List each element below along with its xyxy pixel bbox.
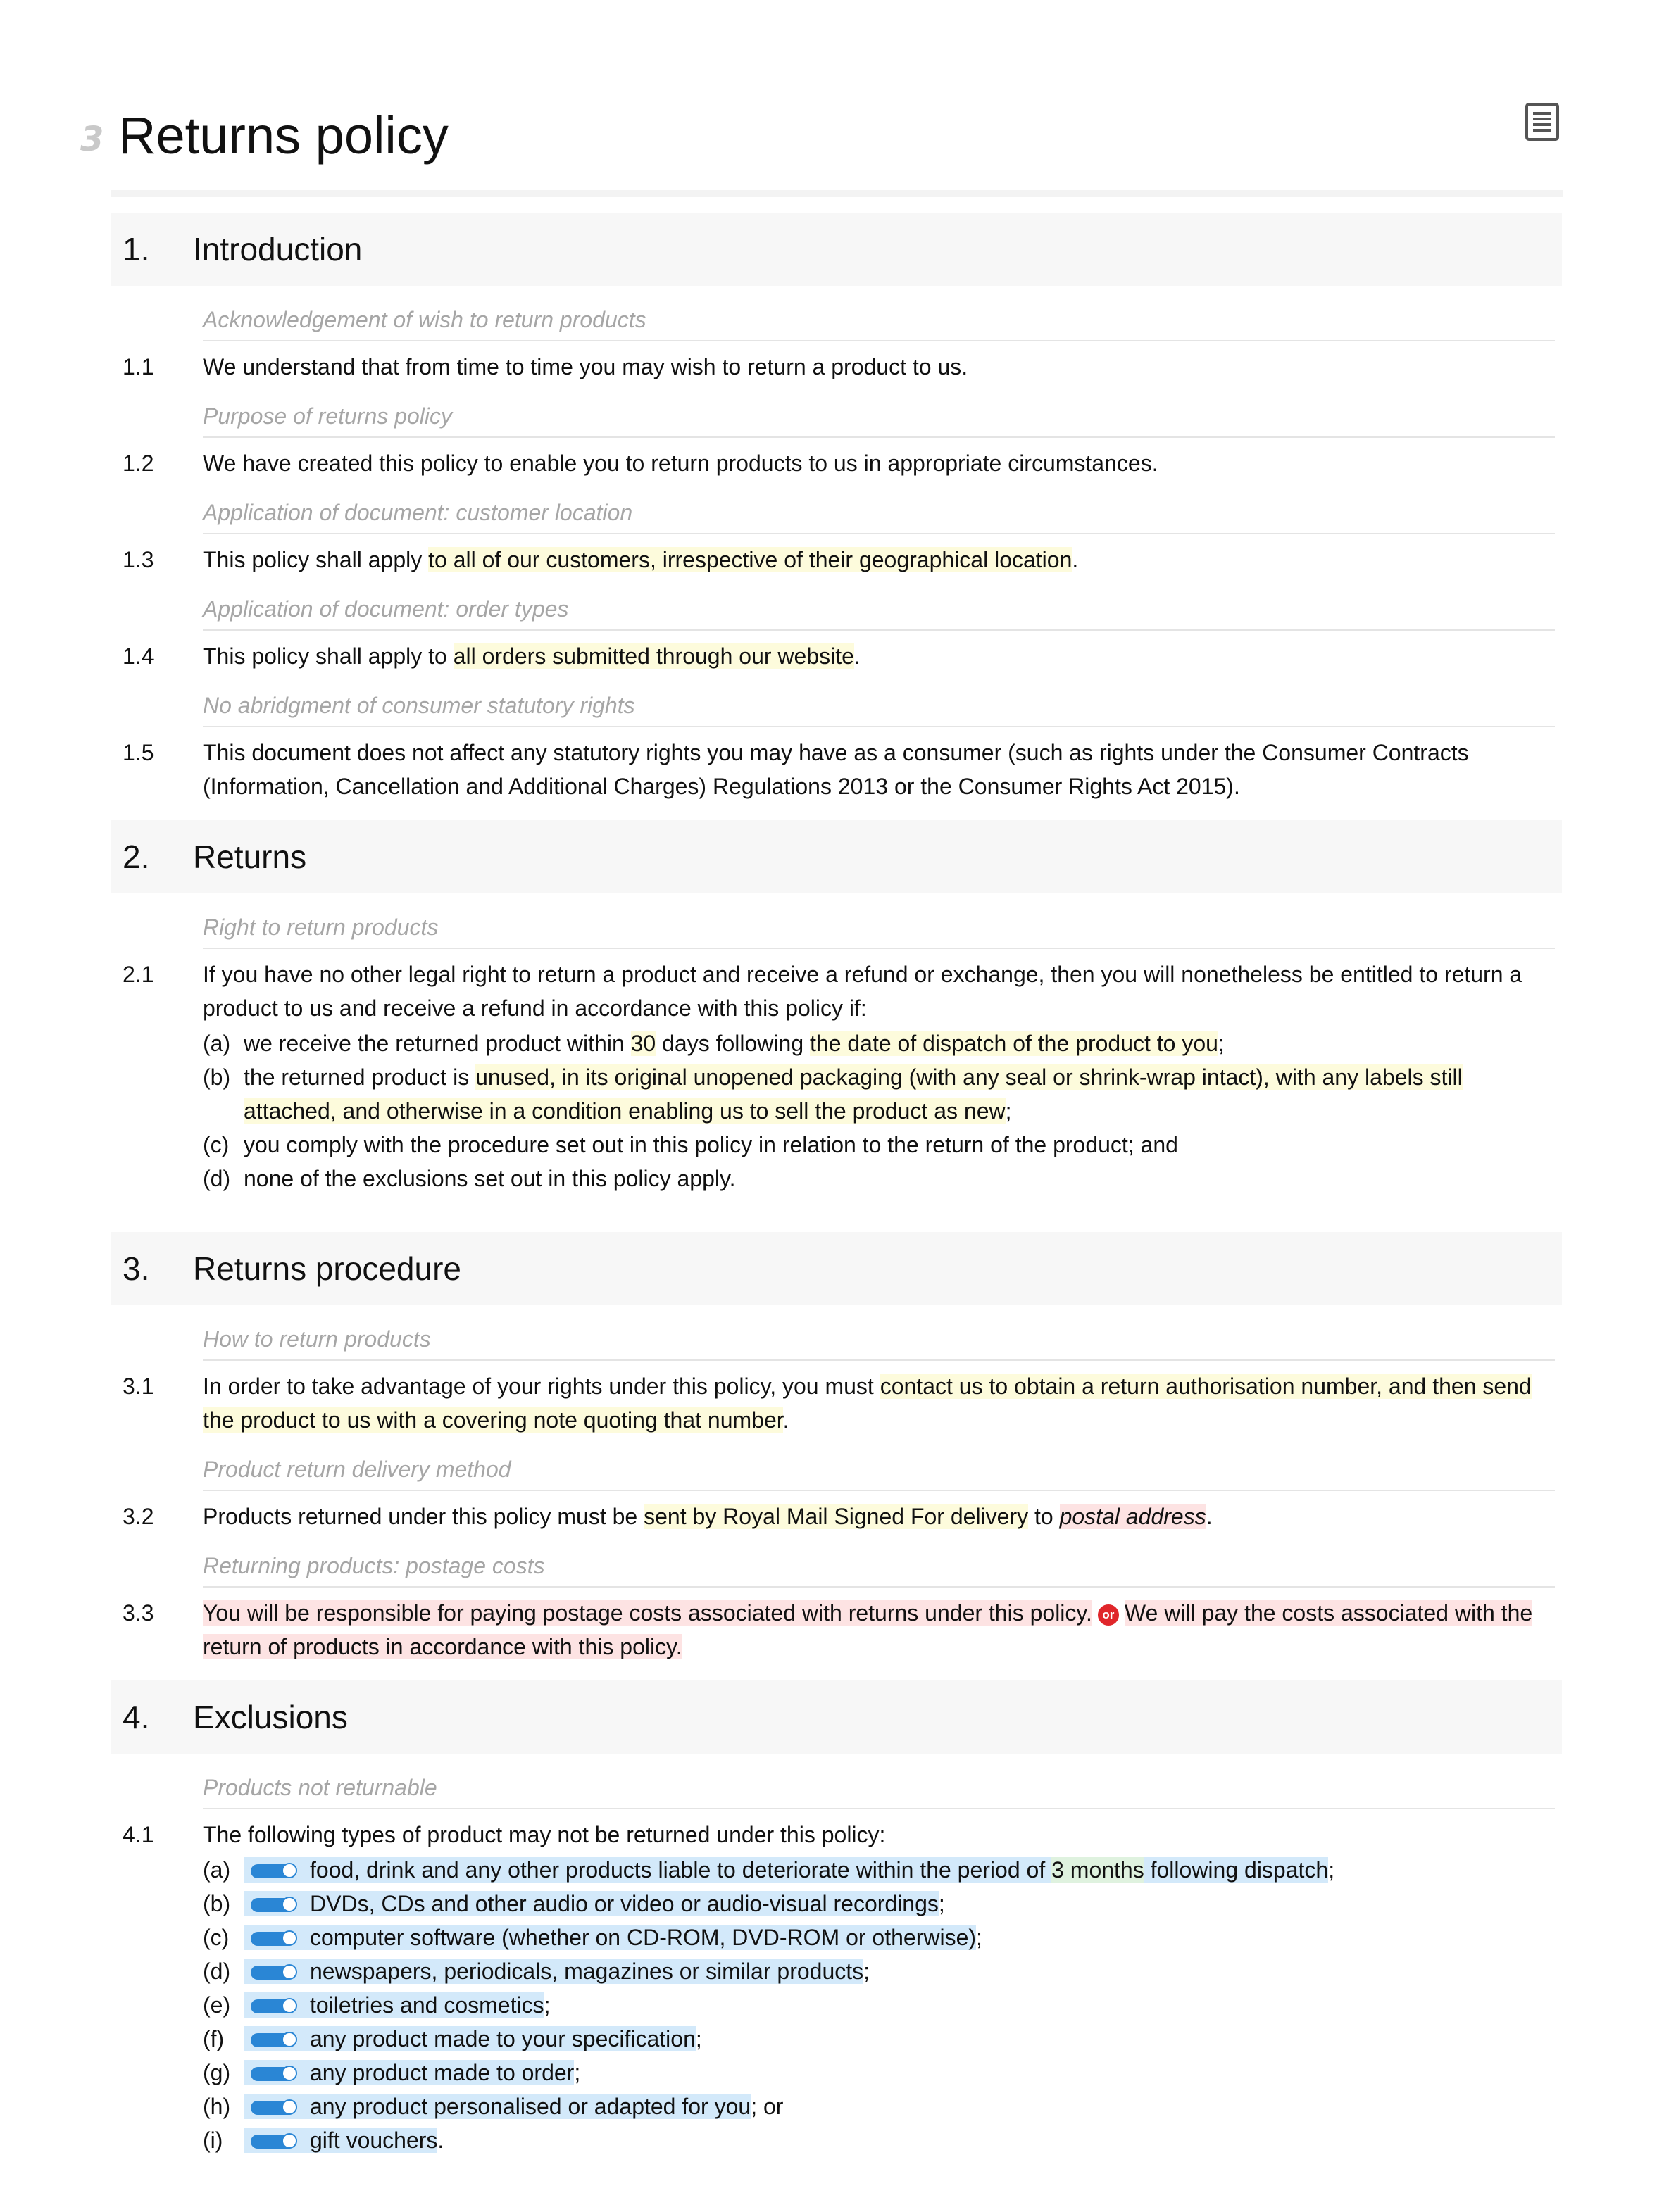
clause-number: 1.3	[123, 547, 154, 572]
text-run: ;	[695, 2026, 702, 2051]
text-run: .	[782, 1407, 789, 1433]
item-label: (a)	[203, 1857, 231, 1883]
clause-label: Product return delivery method	[203, 1438, 1555, 1491]
clause-text: We understand that from time to time you may wish to return a product to us.	[203, 354, 968, 379]
text-run: toiletries and cosmetics	[310, 1992, 544, 2018]
clause-text	[203, 1500, 1555, 1533]
page-title: Returns policy	[118, 106, 449, 165]
optional-item	[244, 1925, 976, 1950]
text-run: ;	[574, 2060, 581, 2085]
text-run: food, drink and any other products liable to deteriorate within the period of	[310, 1857, 1052, 1883]
list-item	[203, 1921, 1562, 1954]
text-run: days following	[656, 1031, 810, 1056]
section-heading-returns	[111, 820, 1562, 893]
clause-number: 4.1	[123, 1822, 154, 1847]
toggle-switch-icon[interactable]	[248, 1861, 301, 1880]
editable-option-text[interactable]: to all of our customers, irrespective of their geographical location	[428, 547, 1072, 572]
clause-3-3	[111, 1588, 1562, 1665]
clause-text: We have created this policy to enable you to return products to us in appropriate circumstances.	[203, 451, 1158, 476]
or-toggle-badge[interactable]: or	[1098, 1604, 1119, 1626]
text-run: ;	[976, 1925, 982, 1950]
item-text: none of the exclusions set out in this policy apply.	[244, 1166, 736, 1191]
item-label: (c)	[203, 1132, 230, 1157]
item-text	[244, 1887, 1555, 1921]
list-item	[203, 1060, 1562, 1128]
document-list-icon[interactable]	[1525, 103, 1559, 141]
item-label: (c)	[203, 1925, 230, 1950]
clause-text	[203, 1596, 1555, 1664]
text-run: In order to take advantage of your rights under this policy, you must	[203, 1374, 880, 1399]
section-title: Returns procedure	[193, 1250, 461, 1287]
clause-2-1	[111, 949, 1562, 1026]
text-run: any product made to order	[310, 2060, 575, 2085]
text-run: newspapers, periodicals, magazines or similar products	[310, 1959, 864, 1984]
optional-item	[244, 1891, 939, 1916]
list-item	[203, 2090, 1562, 2123]
text-run: .	[437, 2128, 444, 2153]
clause-number: 3.1	[123, 1374, 154, 1399]
item-label: (f)	[203, 2026, 225, 2051]
list-item	[203, 1162, 1562, 1195]
list-item	[203, 1988, 1562, 2022]
clause-label: Purpose of returns policy	[203, 385, 1555, 438]
brand-logo: 3	[80, 120, 104, 159]
list-item	[203, 1026, 1562, 1060]
toggle-switch-icon[interactable]	[248, 2132, 301, 2150]
clause-label: No abridgment of consumer statutory rights	[203, 674, 1555, 727]
clause-1-3	[111, 534, 1562, 578]
text-run: to	[1028, 1504, 1060, 1529]
editable-option-text[interactable]: the date of dispatch of the product to you	[810, 1031, 1218, 1056]
item-label: (h)	[203, 2094, 231, 2119]
clause-1-1	[111, 341, 1562, 385]
optional-item	[244, 2026, 696, 2051]
toggle-switch-icon[interactable]	[248, 2030, 301, 2049]
item-label: (e)	[203, 1992, 231, 2018]
optional-item	[244, 1992, 544, 2018]
item-text	[244, 1988, 1555, 2022]
section-heading-introduction	[111, 213, 1562, 286]
clause-text	[203, 543, 1555, 577]
text-run: ;	[863, 1959, 870, 1984]
editable-option-text[interactable]: all orders submitted through our website	[453, 643, 854, 669]
text-run: DVDs, CDs and other audio or video or audio-visual recordings	[310, 1891, 939, 1916]
item-text	[244, 2123, 1555, 2157]
clause-text: This document does not affect any statutory rights you may have as a consumer (such as rights under the Consumer Contracts (Information, Cancellation and Additional Charges) Regulations 2013 or the Consumer Rights Act 2015).	[203, 740, 1469, 799]
editable-option-text[interactable]: unused, in its original unopened packaging (with any seal or shrink-wrap intact), with any labels still attached, and otherwise in a condition enabling us to sell the product as new	[244, 1064, 1463, 1124]
text-run: any product personalised or adapted for you	[310, 2094, 751, 2119]
section-title: Exclusions	[193, 1699, 348, 1735]
list-item	[203, 1887, 1562, 1921]
item-label: (b)	[203, 1064, 231, 1090]
placeholder-field[interactable]: postal address	[1059, 1504, 1206, 1529]
clause-number: 1.2	[123, 451, 154, 476]
item-label: (a)	[203, 1031, 231, 1056]
clause-label: Right to return products	[203, 896, 1555, 949]
list-item	[203, 1128, 1562, 1162]
section-number: 4.	[123, 1699, 150, 1735]
optional-item	[244, 2060, 574, 2085]
clause-label: How to return products	[203, 1308, 1555, 1361]
section-heading-exclusions	[111, 1680, 1562, 1754]
section-number: 2.	[123, 838, 150, 875]
clause-number: 1.1	[123, 354, 154, 379]
title-row	[80, 99, 1562, 190]
item-text	[244, 1060, 1555, 1128]
item-label: (d)	[203, 1959, 231, 1984]
title-divider	[111, 190, 1563, 197]
text-run: the returned product is	[244, 1064, 476, 1090]
text-run: ;	[1218, 1031, 1225, 1056]
clause-3-1	[111, 1361, 1562, 1438]
item-label: (b)	[203, 1891, 231, 1916]
optional-item	[244, 2128, 437, 2153]
item-text	[244, 2056, 1555, 2090]
clause-text: If you have no other legal right to return a product and receive a refund or exchange, then you will nonetheless be entitled to return a product to us and receive a refund in accordance with this policy if:	[203, 962, 1522, 1021]
text-run: This policy shall apply	[203, 547, 429, 572]
toggle-switch-icon[interactable]	[248, 1997, 301, 2015]
toggle-switch-icon[interactable]	[248, 2098, 301, 2116]
text-run: This policy shall apply to	[203, 643, 454, 669]
item-text	[244, 1954, 1555, 1988]
list-item	[203, 1954, 1562, 1988]
alternative-option-2[interactable]: We will pay the costs associated with the return of products in accordance with this policy.	[203, 1600, 1533, 1659]
list-item	[203, 2022, 1562, 2056]
clause-number: 1.5	[123, 740, 154, 765]
editable-option-text[interactable]: contact us to obtain a return authorisation number, and then send the product to us with a covering note quoting that number	[203, 1374, 1532, 1433]
text-run: .	[1206, 1504, 1213, 1529]
clause-number: 1.4	[123, 643, 154, 669]
text-run: computer software (whether on CD-ROM, DVD-ROM or otherwise)	[310, 1925, 977, 1950]
clause-label: Application of document: customer location	[203, 482, 1555, 534]
optional-item	[244, 1959, 863, 1984]
list-item	[203, 2123, 1562, 2157]
toggle-switch-icon[interactable]	[248, 1963, 301, 1981]
clause-label: Returning products: postage costs	[203, 1535, 1555, 1588]
text-run: ; or	[751, 2094, 784, 2119]
section-title: Introduction	[193, 231, 363, 268]
section-number: 1.	[123, 231, 150, 268]
item-text	[244, 1026, 1555, 1060]
text-run: we receive the returned product within	[244, 1031, 631, 1056]
section-heading-returns-procedure	[111, 1232, 1562, 1305]
clause-number: 3.3	[123, 1600, 154, 1626]
list-item	[203, 2056, 1562, 2090]
optional-item	[244, 2094, 751, 2119]
editable-option-text[interactable]: 30	[630, 1031, 656, 1056]
text-run: .	[1072, 547, 1079, 572]
item-label: (i)	[203, 2128, 223, 2153]
alternative-option-1[interactable]: You will be responsible for paying postage costs associated with returns under this policy.	[203, 1600, 1092, 1626]
clause-4-1	[111, 1809, 1562, 1853]
item-text	[244, 2022, 1555, 2056]
item-label: (g)	[203, 2060, 231, 2085]
clause-1-5	[111, 727, 1562, 805]
clause-label: Acknowledgement of wish to return products	[203, 289, 1555, 341]
clause-3-2	[111, 1491, 1562, 1535]
spacer	[111, 1195, 1562, 1217]
section-number: 3.	[123, 1250, 150, 1287]
list-item	[203, 1853, 1562, 1887]
clause-number: 2.1	[123, 962, 154, 987]
text-run: ;	[1328, 1857, 1335, 1883]
text-run: ;	[544, 1992, 551, 2018]
item-text	[244, 1853, 1555, 1887]
text-run: any product made to your specification	[310, 2026, 696, 2051]
exclusion-list	[203, 1853, 1562, 2157]
clause-1-2	[111, 438, 1562, 482]
text-run: Products returned under this policy must be	[203, 1504, 644, 1529]
sub-item-list	[203, 1026, 1562, 1195]
text-run: ;	[938, 1891, 945, 1916]
toggle-switch-icon[interactable]	[248, 2064, 301, 2082]
item-text	[244, 2090, 1555, 2123]
document-page	[80, 99, 1562, 2157]
clause-number: 3.2	[123, 1504, 154, 1529]
item-text	[244, 1921, 1555, 1954]
clause-text	[203, 639, 1555, 673]
clause-text: The following types of product may not be returned under this policy:	[203, 1822, 886, 1847]
optional-item	[244, 1857, 1328, 1883]
text-run: gift vouchers	[310, 2128, 438, 2153]
text-run: ;	[1005, 1098, 1012, 1124]
editable-option-text[interactable]: sent by Royal Mail Signed For delivery	[644, 1504, 1029, 1529]
toggle-switch-icon[interactable]	[248, 1895, 301, 1913]
toggle-switch-icon[interactable]	[248, 1929, 301, 1947]
clause-text	[203, 1369, 1555, 1437]
text-run: .	[853, 643, 861, 669]
item-label: (d)	[203, 1166, 231, 1191]
clause-label: Products not returnable	[203, 1757, 1555, 1809]
editable-option-text[interactable]: 3 months	[1051, 1857, 1144, 1883]
text-run: following dispatch	[1144, 1857, 1329, 1883]
clause-label: Application of document: order types	[203, 578, 1555, 631]
section-title: Returns	[193, 838, 307, 875]
clause-1-4	[111, 631, 1562, 674]
item-text: you comply with the procedure set out in this policy in relation to the return of the product; and	[244, 1132, 1178, 1157]
